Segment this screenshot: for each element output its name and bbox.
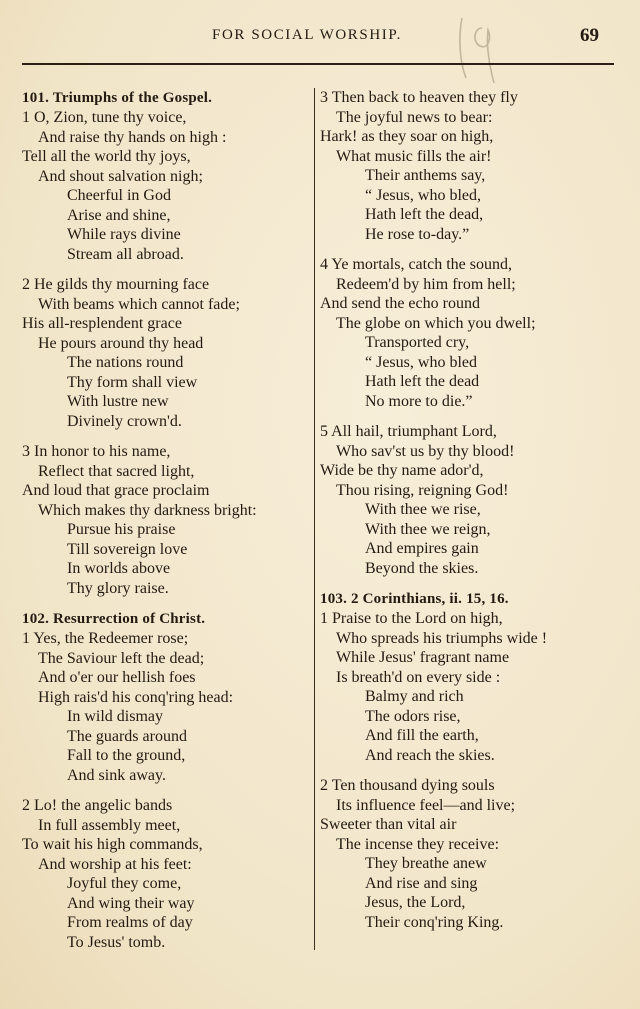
verse-line: They breathe anew (365, 855, 487, 872)
verse-line: Is breath'd on every side : (336, 668, 501, 686)
verse-line: He pours around thy head (38, 334, 204, 352)
verse-line: 2 Lo! the angelic bands (22, 797, 173, 814)
verse-line: In wild dismay (67, 708, 163, 725)
verse-line: The odors rise, (365, 707, 461, 725)
verse-line: And wing their way (67, 894, 195, 912)
verse-line: Hath left the dead (365, 373, 480, 390)
verse-line: With lustre new (67, 393, 169, 410)
verse-line: 4 Ye mortals, catch the sound, (320, 256, 512, 273)
hymn-title: 101. Triumphs of the Gospel. (22, 90, 213, 106)
stanza (22, 629, 312, 785)
verse-line: Jesus, the Lord, (365, 894, 466, 911)
verse-line: Beyond the skies. (365, 559, 479, 577)
verse-line: And loud that grace proclaim (22, 482, 210, 499)
verse-line: Arise and shine, (67, 206, 171, 224)
verse-line: While Jesus' fragrant name (336, 649, 510, 666)
verse-line: 1 O, Zion, tune thy voice, (22, 109, 187, 126)
verse-line: 1 Praise to the Lord on high, (320, 610, 503, 627)
verse-line: And raise thy hands on high : (38, 128, 227, 146)
verse-line: Their conq'ring King. (365, 913, 504, 931)
verse-line: And shout salvation nigh; (38, 167, 203, 185)
stanza (320, 776, 610, 932)
verse-line: The Saviour left the dead; (38, 649, 205, 667)
stanza (22, 275, 312, 431)
stanza (22, 108, 312, 264)
verse-line: Who spreads his triumphs wide ! (336, 629, 548, 647)
hymn (320, 88, 610, 578)
verse-line: In full assembly meet, (38, 816, 181, 834)
verse-line: Tell all the world thy joys, (22, 148, 191, 165)
verse-line: Divinely crown'd. (67, 412, 182, 430)
verse-line: And sink away. (67, 766, 166, 784)
header-rule (22, 63, 614, 65)
verse-line: His all-resplendent grace (22, 315, 182, 332)
verse-line: With thee we rise, (365, 501, 481, 518)
verse-line: And worship at his feet: (38, 855, 192, 873)
verse-line: And send the echo round (320, 295, 480, 312)
verse-line: 2 Ten thousand dying souls (320, 777, 495, 794)
verse-line: The incense they receive: (336, 835, 500, 853)
verse-line: 2 He gilds thy mourning face (22, 276, 210, 293)
verse-line: “ Jesus, who bled, (365, 186, 481, 204)
hymn (22, 609, 312, 952)
verse-line: High rais'd his conq'ring head: (38, 688, 234, 706)
verse-line: Thy glory raise. (67, 579, 169, 597)
verse-line: 3 Then back to heaven they fly (320, 89, 518, 106)
verse-line: “ Jesus, who bled (365, 353, 477, 371)
verse-line: The globe on which you dwell; (336, 314, 536, 332)
verse-line: Which makes thy darkness bright: (38, 501, 257, 519)
stanza (320, 609, 610, 765)
verse-line: And empires gain (365, 540, 479, 557)
verse-line: With thee we reign, (365, 520, 491, 538)
verse-line: The joyful news to bear: (336, 108, 493, 126)
verse-line: While rays divine (67, 226, 181, 243)
verse-line: Its influence feel—and live; (336, 796, 516, 814)
verse-line: Stream all abroad. (67, 245, 184, 263)
verse-line: And rise and sing (365, 874, 478, 892)
pencil-mark-icon (452, 8, 522, 88)
verse-line: To Jesus' tomb. (67, 933, 166, 951)
verse-line: Reflect that sacred light, (38, 462, 195, 480)
hymn (320, 589, 610, 932)
verse-line: From realms of day (67, 914, 193, 931)
running-head: FOR SOCIAL WORSHIP. (212, 27, 403, 43)
verse-line: With beams which cannot fade; (38, 295, 240, 313)
verse-line: 1 Yes, the Redeemer rose; (22, 630, 189, 647)
verse-line: Balmy and rich (365, 688, 464, 705)
verse-line: The guards around (67, 727, 187, 745)
verse-line: And o'er our hellish foes (38, 669, 196, 686)
page-header (0, 25, 640, 49)
verse-line: 3 In honor to his name, (22, 443, 171, 460)
stanza (22, 442, 312, 598)
verse-line: Pursue his praise (67, 521, 176, 538)
stanza (22, 796, 312, 952)
verse-line: To wait his high commands, (22, 836, 203, 853)
verse-line: And fill the earth, (365, 727, 479, 744)
verse-line: 5 All hail, triumphant Lord, (320, 423, 497, 440)
verse-line: Who sav'st us by thy blood! (336, 442, 515, 460)
hymn-title: 103. 2 Corinthians, ii. 15, 16. (320, 591, 509, 607)
verse-line: Thou rising, reigning God! (336, 481, 509, 499)
stanza (320, 255, 610, 411)
column-divider (314, 88, 315, 950)
verse-line: Redeem'd by him from hell; (336, 275, 516, 293)
stanza (320, 88, 610, 244)
verse-line: Cheerful in God (67, 187, 171, 204)
hymn-title: 102. Resurrection of Christ. (22, 611, 206, 627)
verse-line: Joyful they come, (67, 875, 182, 892)
verse-line: He rose to-day.” (365, 225, 470, 243)
verse-line: Fall to the ground, (67, 747, 186, 764)
verse-line: Their anthems say, (365, 167, 486, 184)
page-number: 69 (580, 25, 599, 46)
verse-line: Till sovereign love (67, 540, 188, 558)
hymn (22, 88, 312, 598)
verse-line: No more to die.” (365, 392, 473, 410)
verse-line: And reach the skies. (365, 746, 495, 764)
verse-line: Transported cry, (365, 334, 470, 351)
right-column (320, 88, 610, 943)
verse-line: The nations round (67, 354, 184, 371)
stanza (320, 422, 610, 578)
verse-line: Hath left the dead, (365, 206, 484, 223)
verse-line: Hark! as they soar on high, (320, 128, 494, 145)
verse-line: In worlds above (67, 560, 171, 577)
verse-line: Thy form shall view (67, 373, 198, 391)
verse-line: Sweeter than vital air (320, 816, 457, 833)
left-column (22, 88, 312, 963)
verse-line: What music fills the air! (336, 147, 492, 165)
verse-line: Wide be thy name ador'd, (320, 462, 484, 479)
